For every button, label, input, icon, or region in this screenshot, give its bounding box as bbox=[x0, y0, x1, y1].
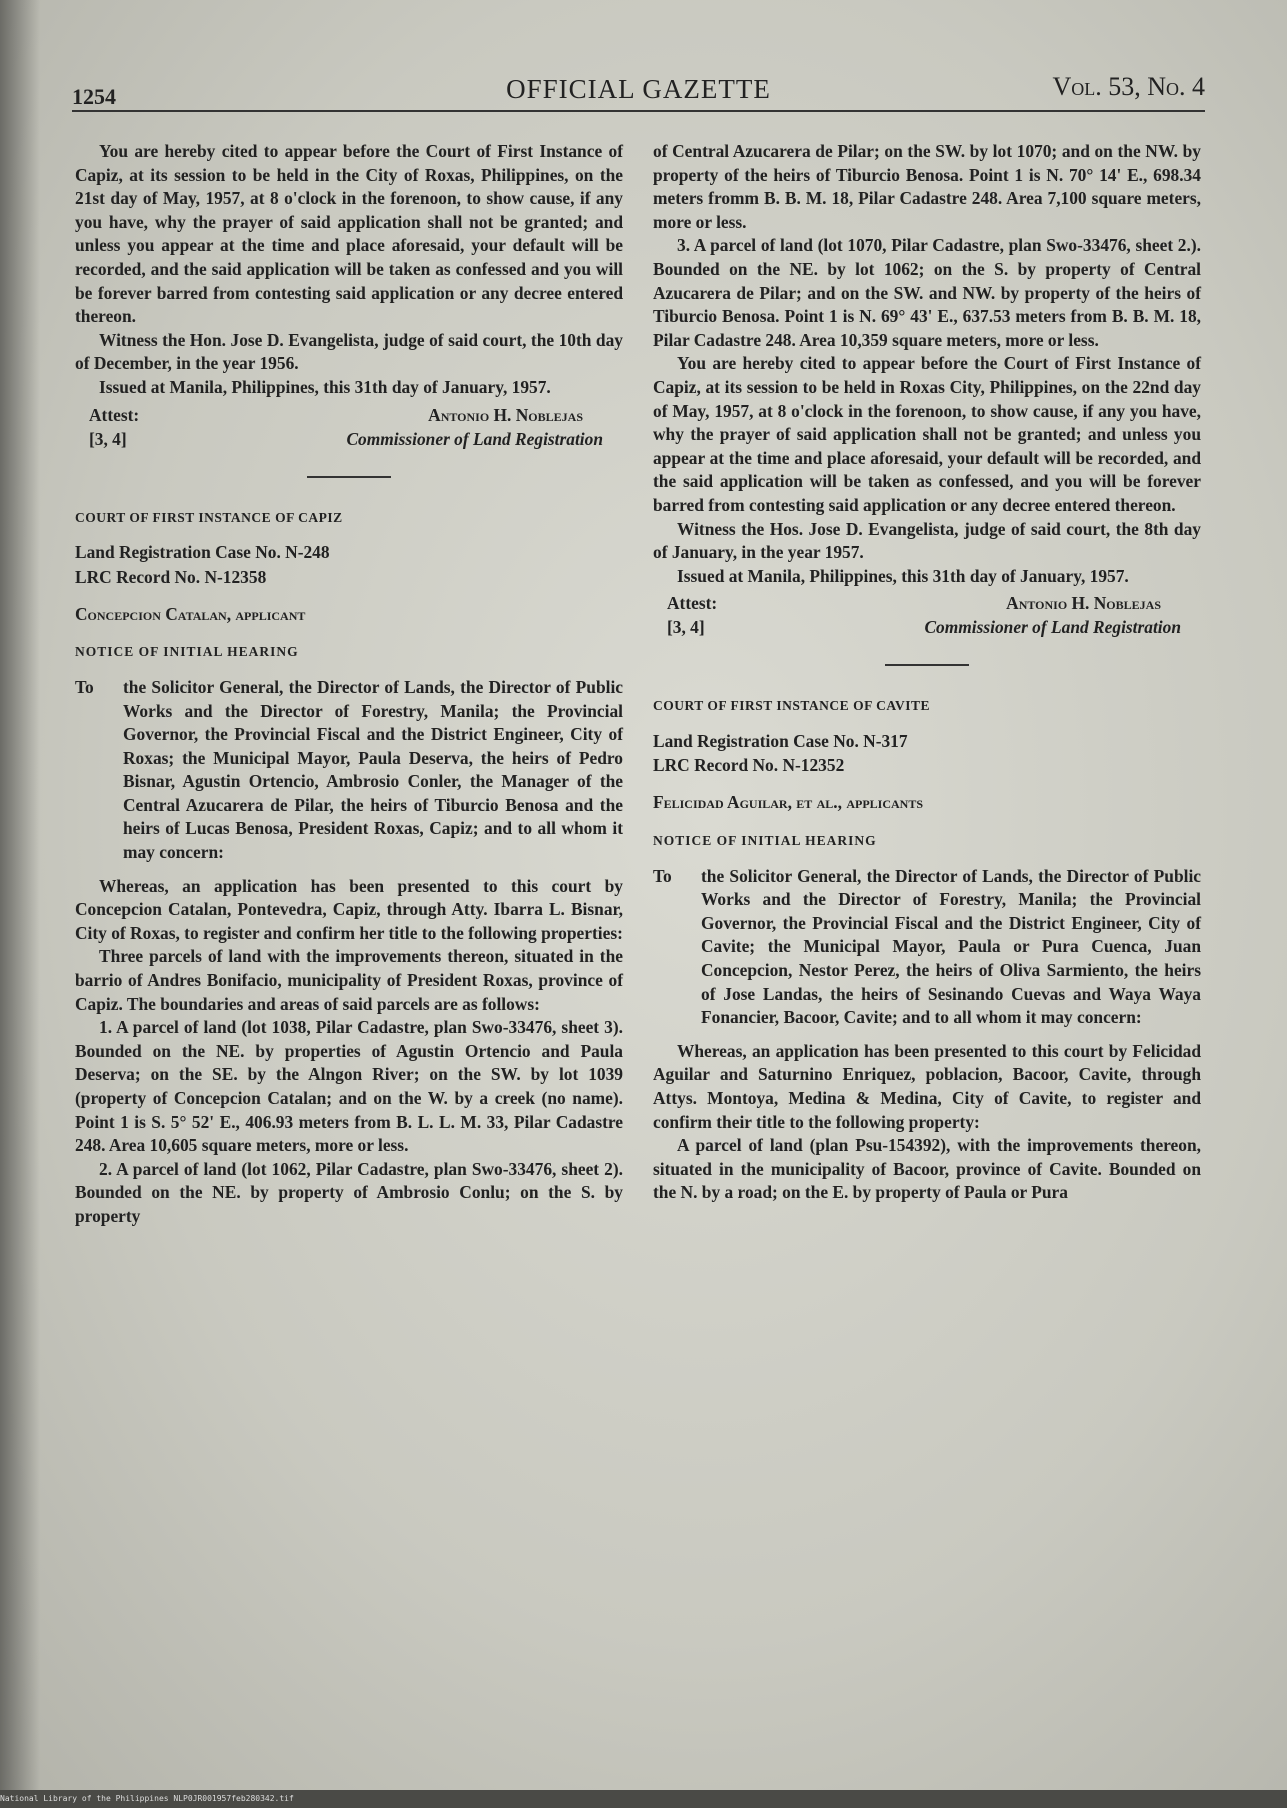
witness-paragraph: Witness the Hos. Jose D. Evangelista, judge of said court, the 8th day of January, in the year 1957. bbox=[653, 518, 1201, 563]
case-number: Land Registration Case No. N-248 bbox=[75, 542, 330, 563]
parcel-1: 1. A parcel of land (lot 1038, Pilar Cadastre, plan Swo-33476, sheet 3). Bounded on the NE. by properties of Agustin Ortencio and Paula Deserva; on the SE. by the Alngon River; on the SW. by lot 1039 (property of Concepcion Catalan; and on the W. by a creek (no name). Point 1 is S. 5° 52' E., 406.93 meters from B. L. L. M. 33, Pilar Cadastre 248. Area 10,605 square meters, more or less. bbox=[75, 1017, 623, 1156]
to-label: To bbox=[653, 865, 672, 886]
attest-block bbox=[75, 404, 623, 454]
attest-label: Attest: bbox=[89, 404, 140, 425]
witness-paragraph: Witness the Hon. Jose D. Evangelista, judge of said court, the 10th day of December, in the year 1956. bbox=[75, 329, 623, 374]
issued-paragraph: Issued at Manila, Philippines, this 31th day of January, 1957. bbox=[99, 376, 551, 397]
paragraph: You are hereby cited to appear before the Court of First Instance of Capiz, at its session to be held in the City of Roxas, Philippines, on the 21st day of May, 1957, at 8 o'clock in the forenoon, to show cause, if any you have, why the prayer of said application shall not be granted; and unless you appear at the time and place aforesaid, your default will be recorded, and the said application will be taken as confessed and you will be forever barred from contesting said application or any decree entered thereon. bbox=[75, 141, 623, 327]
commissioner-title: Commissioner of Land Registration bbox=[924, 617, 1181, 638]
attest-block bbox=[653, 592, 1201, 642]
notice-title: NOTICE OF INITIAL HEARING bbox=[75, 644, 299, 660]
right-column bbox=[653, 140, 1201, 1205]
parcels-intro: Three parcels of land with the improvements thereon, situated in the barrio of Andres Bonifacio, municipality of President Roxas, province of Capiz. The boundaries and areas of said parcels are as follows: bbox=[75, 946, 623, 1014]
record-number: LRC Record No. N-12358 bbox=[75, 566, 267, 587]
whereas-paragraph: Whereas, an application has been presented to this court by Concepcion Catalan, Pontevedra, Capiz, through Atty. Ibarra L. Bisnar, City of Roxas, to register and confirm her title to the following properties: bbox=[75, 875, 623, 943]
parcel-2: 2. A parcel of land (lot 1062, Pilar Cadastre, plan Swo-33476, sheet 2). Bounded on the NE. by property of Ambrosio Conlu; on the S. by property bbox=[75, 1158, 623, 1226]
divider bbox=[885, 664, 969, 666]
parcel-description: A parcel of land (plan Psu-154392), with the improvements thereon, situated in the municipality of Bacoor, province of Cavite. Bounded on the N. by a road; on the E. by property of Paula or Pura bbox=[653, 1135, 1201, 1203]
notice-title: NOTICE OF INITIAL HEARING bbox=[653, 833, 877, 849]
divider bbox=[307, 476, 391, 478]
cited-paragraph: You are hereby cited to appear before the Court of First Instance of Capiz, at its session to be held in Roxas City, Philippines, on the 22nd day of May, 1957, at 8 o'clock in the forenoon, to show cause, if any you have, why the prayer of said application shall not be granted; and unless you appear at the time and place aforesaid, your default will be recorded, and the said application will be taken as confessed, and you will be forever barred from contesting said application or any decree entered thereon. bbox=[653, 353, 1201, 515]
scan-footer: National Library of the Philippines NLP0JR001957feb280342.tif bbox=[0, 1794, 294, 1803]
issue-reference: [3, 4] bbox=[667, 617, 705, 638]
commissioner-title: Commissioner of Land Registration bbox=[346, 428, 603, 449]
left-column bbox=[75, 140, 623, 1229]
addressees-paragraph bbox=[653, 865, 1201, 1030]
attest-label: Attest: bbox=[667, 593, 718, 614]
applicant-line: Concepcion Catalan, applicant bbox=[75, 603, 306, 624]
record-number: LRC Record No. N-12352 bbox=[653, 755, 845, 776]
addressees-paragraph bbox=[75, 676, 623, 865]
whereas-paragraph: Whereas, an application has been presented to this court by Felicidad Aguilar and Saturnino Enriquez, poblacion, Bacoor, Cavite, through Attys. Montoya, Medina & Medina, City of Cavite, to register and confirm their title to the following property: bbox=[653, 1040, 1201, 1132]
addressees-text: the Solicitor General, the Director of Lands, the Director of Public Works and the Director of Forestry, Manila; the Provincial Governor, the Provincial Fiscal and the District Engineer, City of Roxas; the Municipal Mayor, Paula Deserva, the heirs of Pedro Bisnar, Agustin Ortencio, Ambrosio Conler, the Manager of the Central Azucarera de Pilar, the heirs of Tiburcio Benosa and the heirs of Lucas Benosa, President Roxas, Capiz; and to all whom it may concern: bbox=[123, 676, 623, 863]
addressees-text: the Solicitor General, the Director of Lands, the Director of Public Works and the Director of Forestry, Manila; the Provincial Governor, the Provincial Fiscal and the District Engineer, City of Cavite; the Municipal Mayor, Paula or Pura Cuenca, Juan Concepcion, Nestor Perez, the heirs of Oliva Sarmiento, the heirs of Jose Landas, the heirs of Sesinando Cuevas and Waya Waya Fonancier, Bacoor, Cavite; and to all whom it may concern: bbox=[701, 865, 1201, 1028]
to-label: To bbox=[75, 676, 94, 697]
parcel-2-continued: of Central Azucarera de Pilar; on the SW. by lot 1070; and on the NW. by property of the heirs of Tiburcio Benosa. Point 1 is N. 70° 14' E., 698.34 meters fromm B. B. M. 18, Pilar Cadastre 248. Area 7,100 square meters, more or less. bbox=[653, 141, 1201, 232]
issue-reference: [3, 4] bbox=[89, 428, 127, 449]
court-heading: COURT OF FIRST INSTANCE OF CAPIZ bbox=[75, 509, 343, 525]
volume-number: Vol. 53, No. 4 bbox=[1052, 72, 1205, 101]
court-heading: COURT OF FIRST INSTANCE OF CAVITE bbox=[653, 698, 930, 714]
applicant-line: Felicidad Aguilar, et al., applicants bbox=[653, 792, 924, 813]
publication-title: OFFICIAL GAZETTE bbox=[506, 74, 771, 104]
parcel-3: 3. A parcel of land (lot 1070, Pilar Cadastre, plan Swo-33476, sheet 2.). Bounded on the NE. by lot 1062; on the S. by property of Central Azucarera de Pilar; and on the SW. and NW. by property of the heirs of Tiburcio Benosa. Point 1 is N. 69° 43' E., 637.53 meters from B. B. M. 18, Pilar Cadastre 248. Area 10,359 square meters, more or less. bbox=[653, 235, 1201, 350]
issued-paragraph: Issued at Manila, Philippines, this 31th day of January, 1957. bbox=[677, 565, 1129, 586]
page-number: 1254 bbox=[72, 84, 116, 109]
commissioner-name: Antonio H. Noblejas bbox=[1006, 593, 1161, 614]
page-header bbox=[72, 66, 1205, 112]
commissioner-name: Antonio H. Noblejas bbox=[428, 404, 583, 425]
case-number: Land Registration Case No. N-317 bbox=[653, 730, 908, 751]
